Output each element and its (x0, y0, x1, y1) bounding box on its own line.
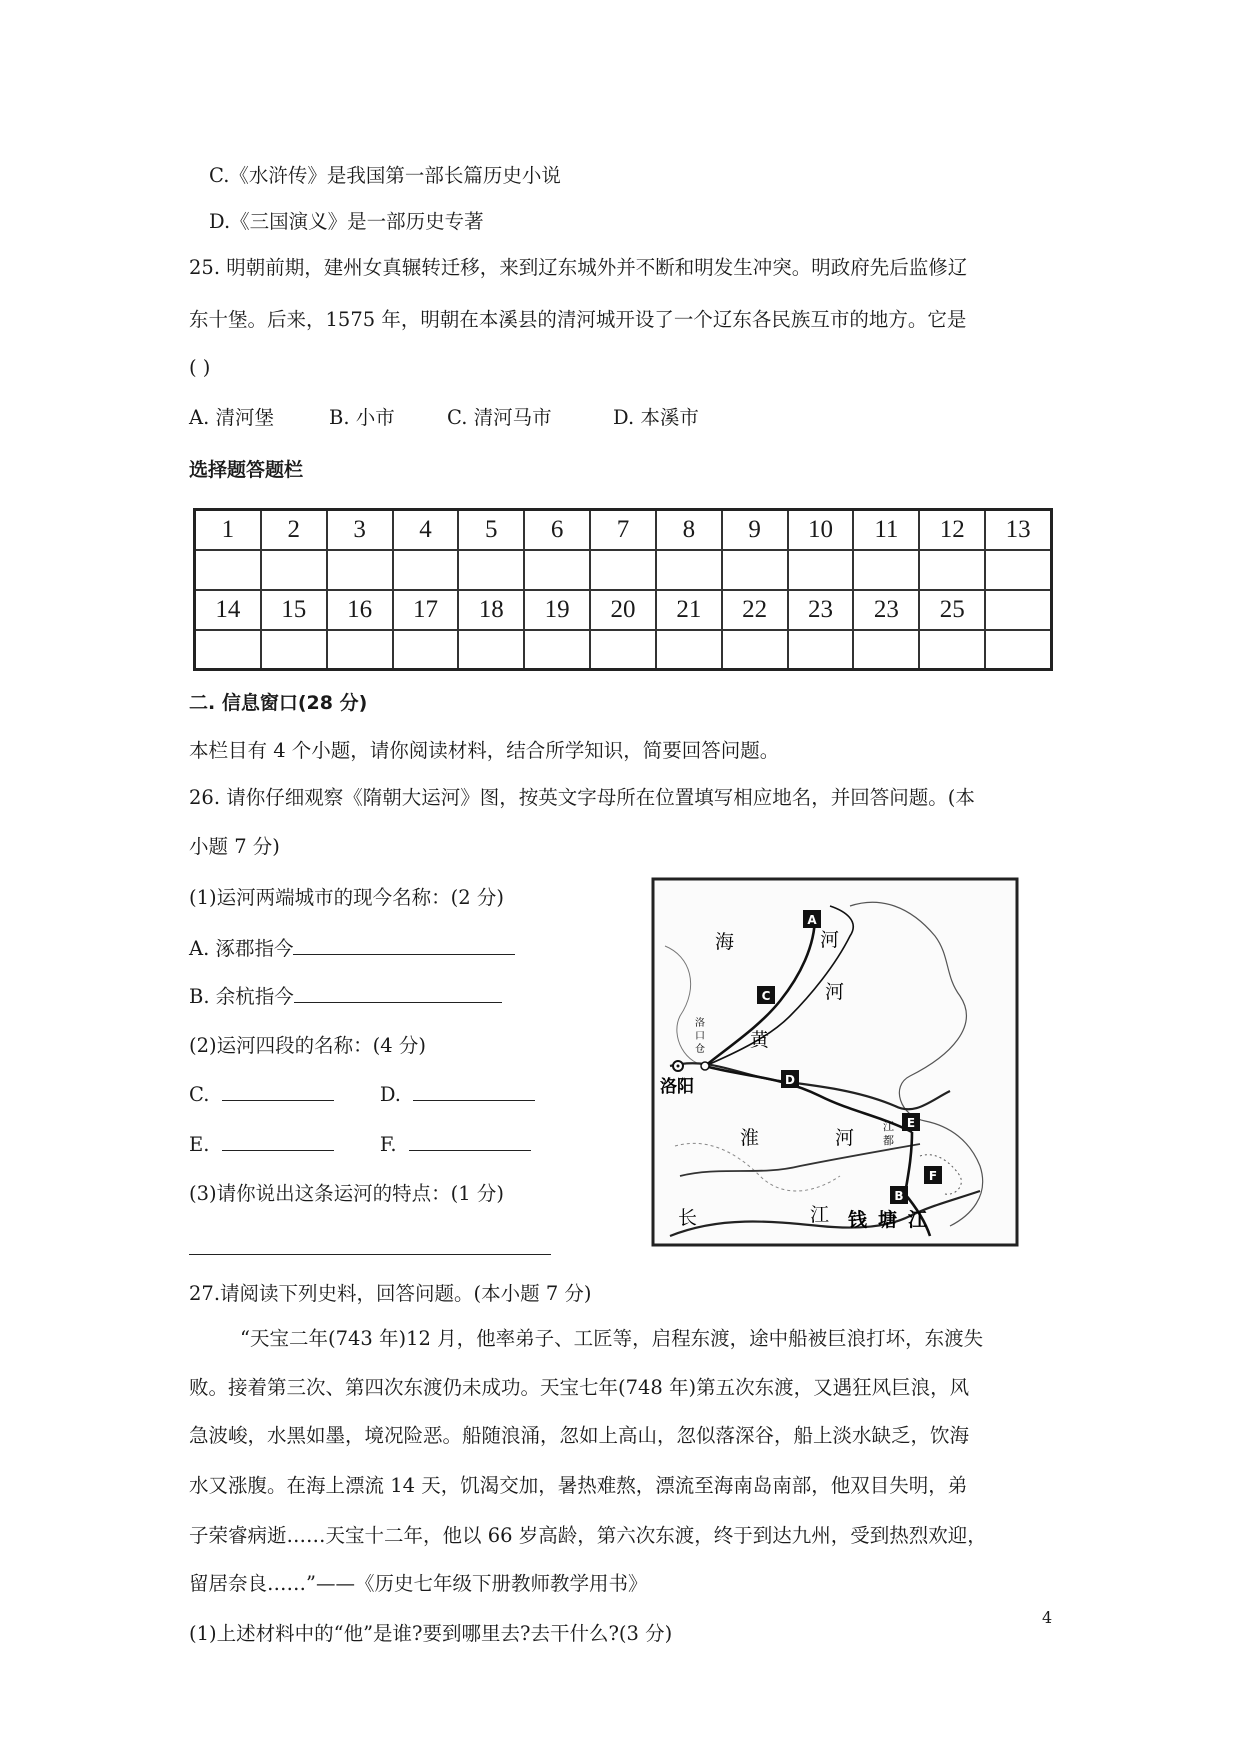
label-tang: 塘 (878, 1209, 898, 1231)
label-hai: 海 (715, 931, 735, 953)
q25-line2: 东十堡。后来，1575 年，明朝在本溪县的清河城开设了一个辽东各民族互市的地方。它是 (189, 308, 967, 331)
answer-cell[interactable] (261, 550, 327, 590)
label-jiangdu-1: 江 (883, 1120, 894, 1133)
answer-table-header-row-2 (195, 590, 1052, 630)
q27-para-3: 急波峻，水黑如墨，境况险恶。船随浪涌，忽如上高山，忽似落深谷，船上淡水缺乏，饮海 (189, 1424, 970, 1447)
q25-options (189, 404, 699, 432)
q26-d-blank[interactable] (413, 1080, 535, 1101)
question-number-cell: 10 (788, 510, 854, 550)
q26-d-label: D. (379, 1083, 401, 1106)
q27-sub1: (1)上述材料中的“他”是谁?要到哪里去?去干什么?(3 分) (189, 1622, 673, 1645)
question-number-cell: 21 (656, 590, 722, 630)
q26-a-label: A. 涿郡指今 (189, 937, 294, 960)
question-number-cell (985, 590, 1051, 630)
q26-sub2: (2)运河四段的名称：(4 分) (189, 1034, 426, 1057)
q25-option-b: B. 小市 (329, 406, 395, 429)
question-number-cell: 9 (722, 510, 788, 550)
question-number-cell: 7 (590, 510, 656, 550)
label-he-1: 河 (820, 929, 840, 951)
section2-intro: 本栏目有 4 个小题，请你阅读材料，结合所学知识，简要回答问题。 (189, 739, 780, 762)
answer-cell[interactable] (524, 630, 590, 670)
answer-table (193, 508, 1053, 671)
q25-option-c: C. 清河马市 (447, 406, 552, 429)
question-number-cell: 20 (590, 590, 656, 630)
answer-cell[interactable] (788, 550, 854, 590)
label-luokoucang-1: 洛 (695, 1018, 705, 1029)
q27-para-1: “天宝二年(743 年)12 月，他率弟子、工匠等，启程东渡，途中船被巨浪打坏，东渡失 (240, 1327, 984, 1350)
answer-cell[interactable] (656, 630, 722, 670)
label-huai: 淮 (740, 1127, 760, 1149)
answer-section-title: 选择题答题栏 (189, 459, 304, 481)
svg-text:B: B (894, 1189, 904, 1203)
option-24d: D.《三国演义》是一部历史专著 (209, 210, 484, 233)
q27-para-5: 子荣睿病逝……天宝十二年，他以 66 岁高龄，第六次东渡，终于到达九州，受到热烈欢迎， (189, 1524, 987, 1547)
answer-cell[interactable] (919, 630, 985, 670)
question-number-cell: 15 (261, 590, 327, 630)
answer-cell[interactable] (458, 630, 524, 670)
q25-answer-paren: ( ) (189, 356, 211, 379)
question-number-cell: 14 (195, 590, 261, 630)
answer-cell[interactable] (985, 630, 1051, 670)
label-jiang-2: 江 (908, 1209, 928, 1231)
answer-cell[interactable] (195, 630, 261, 670)
q26-ef-row (189, 1130, 531, 1159)
q26-cd-row (189, 1080, 535, 1109)
answer-cell[interactable] (524, 550, 590, 590)
q27-line1: 27.请阅读下列史料，回答问题。(本小题 7 分) (189, 1282, 592, 1305)
question-number-cell: 25 (919, 590, 985, 630)
question-number-cell: 2 (261, 510, 327, 550)
q26-a-row (189, 934, 515, 963)
question-number-cell: 5 (458, 510, 524, 550)
answer-cell[interactable] (590, 630, 656, 670)
q26-c-blank[interactable] (222, 1080, 334, 1101)
label-huang: 黄 (750, 1029, 770, 1051)
q26-sub1: (1)运河两端城市的现今名称：(2 分) (189, 886, 504, 909)
question-number-cell: 8 (656, 510, 722, 550)
svg-text:C: C (761, 989, 771, 1003)
q25-option-a: A. 清河堡 (189, 406, 274, 429)
answer-cell[interactable] (393, 630, 459, 670)
luoyang-marker-dot (677, 1065, 680, 1068)
answer-cell[interactable] (327, 550, 393, 590)
answer-cell[interactable] (788, 630, 854, 670)
question-number-cell: 17 (393, 590, 459, 630)
svg-text:E: E (906, 1116, 916, 1130)
label-jiangdu-2: 都 (883, 1134, 894, 1147)
label-he-3: 河 (835, 1127, 855, 1149)
q26-line1: 26. 请你仔细观察《隋朝大运河》图，按英文字母所在位置填写相应地名，并回答问题。(本 (189, 786, 975, 809)
question-number-cell: 18 (458, 590, 524, 630)
answer-cell[interactable] (261, 630, 327, 670)
q26-a-blank[interactable] (293, 934, 515, 955)
q26-b-label: B. 余杭指今 (189, 985, 294, 1008)
question-number-cell: 12 (919, 510, 985, 550)
answer-cell[interactable] (327, 630, 393, 670)
q26-f-blank[interactable] (409, 1130, 531, 1151)
question-number-cell: 23 (853, 590, 919, 630)
marker-d (781, 1070, 799, 1088)
marker-a (803, 910, 821, 928)
answer-cell[interactable] (590, 550, 656, 590)
marker-b (890, 1186, 908, 1204)
answer-cell[interactable] (195, 550, 261, 590)
question-number-cell: 4 (393, 510, 459, 550)
q26-line2: 小题 7 分) (189, 835, 280, 858)
answer-table-blank-row-2 (195, 630, 1052, 670)
answer-cell[interactable] (985, 550, 1051, 590)
q26-sub3-blank[interactable] (189, 1254, 551, 1255)
answer-cell[interactable] (393, 550, 459, 590)
marker-f (924, 1166, 942, 1184)
page-number: 4 (1042, 1608, 1053, 1627)
svg-text:D: D (785, 1073, 795, 1087)
option-24c: C.《水浒传》是我国第一部长篇历史小说 (209, 164, 561, 187)
svg-text:F: F (928, 1169, 938, 1183)
answer-cell[interactable] (853, 550, 919, 590)
answer-table-header-row-1 (195, 510, 1052, 550)
label-qian: 钱 (848, 1209, 868, 1231)
answer-table-blank-row-1 (195, 550, 1052, 590)
label-luoyang: 洛阳 (660, 1077, 694, 1097)
question-number-cell: 22 (722, 590, 788, 630)
q26-sub3: (3)请你说出这条运河的特点：(1 分) (189, 1182, 504, 1205)
q26-b-row (189, 982, 502, 1011)
answer-cell[interactable] (853, 630, 919, 670)
answer-cell[interactable] (722, 630, 788, 670)
q26-c-label: C. (189, 1083, 210, 1106)
q26-b-blank[interactable] (294, 982, 502, 1003)
q26-e-label: E. (189, 1133, 210, 1156)
q27-para-2: 败。接着第三次、第四次东渡仍未成功。天宝七年(748 年)第五次东渡，又遇狂风巨浪，风 (189, 1376, 970, 1399)
question-number-cell: 1 (195, 510, 261, 550)
sui-grand-canal-map (650, 876, 1020, 1248)
label-luokoucang-2: 口 (695, 1031, 705, 1042)
svg-text:A: A (807, 913, 817, 927)
label-jiang: 江 (810, 1204, 830, 1226)
label-he-2: 河 (825, 981, 845, 1003)
question-number-cell: 19 (524, 590, 590, 630)
question-number-cell: 3 (327, 510, 393, 550)
section2-title: 二. 信息窗口(28 分) (189, 692, 368, 714)
answer-cell[interactable] (458, 550, 524, 590)
q25-option-d: D. 本溪市 (613, 406, 699, 429)
luokoucang-marker (701, 1062, 709, 1070)
q26-f-label: F. (379, 1133, 397, 1156)
label-luokoucang-3: 仓 (695, 1044, 705, 1055)
marker-e (902, 1113, 920, 1131)
question-number-cell: 11 (853, 510, 919, 550)
marker-c (757, 986, 775, 1004)
answer-cell[interactable] (722, 550, 788, 590)
question-number-cell: 16 (327, 590, 393, 630)
question-number-cell: 6 (524, 510, 590, 550)
q26-e-blank[interactable] (222, 1130, 334, 1151)
q27-para-6: 留居奈良……”——《历史七年级下册教师教学用书》 (189, 1572, 648, 1595)
label-chang: 长 (678, 1207, 698, 1229)
answer-cell[interactable] (656, 550, 722, 590)
question-number-cell: 23 (788, 590, 854, 630)
answer-cell[interactable] (919, 550, 985, 590)
question-number-cell: 13 (985, 510, 1051, 550)
q27-para-4: 水又涨腹。在海上漂流 14 天，饥渴交加，暑热难熬，漂流至海南岛南部，他双目失明，弟 (189, 1474, 968, 1497)
q25-line1: 25. 明朝前期，建州女真辗转迁移，来到辽东城外并不断和明发生冲突。明政府先后监修辽 (189, 256, 968, 279)
